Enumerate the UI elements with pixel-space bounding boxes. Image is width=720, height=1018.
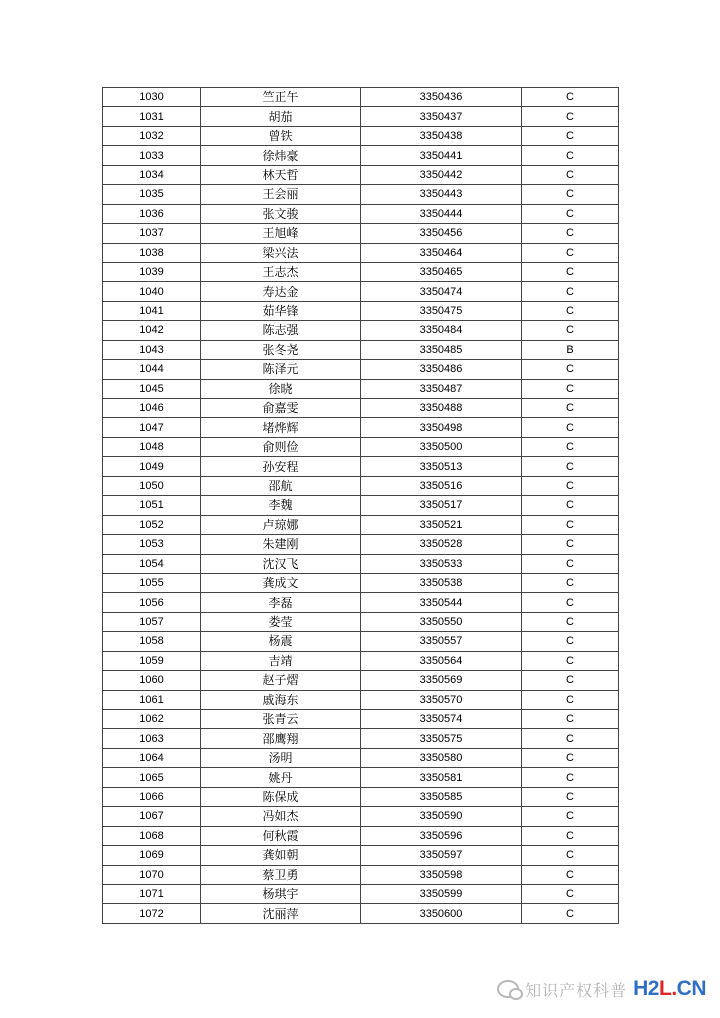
person-name: 胡茄 <box>201 107 361 126</box>
member-code: 3350444 <box>361 204 522 223</box>
grade: C <box>522 651 619 670</box>
row-number: 1042 <box>103 321 201 340</box>
row-number: 1044 <box>103 360 201 379</box>
table-row <box>103 282 619 301</box>
person-name: 卢琼娜 <box>201 515 361 534</box>
table-row <box>103 710 619 729</box>
grade: C <box>522 204 619 223</box>
table-row <box>103 165 619 184</box>
grade: C <box>522 185 619 204</box>
grade: C <box>522 224 619 243</box>
member-code: 3350590 <box>361 807 522 826</box>
grade: C <box>522 865 619 884</box>
grade: C <box>522 418 619 437</box>
row-number: 1037 <box>103 224 201 243</box>
member-code: 3350598 <box>361 865 522 884</box>
member-code: 3350575 <box>361 729 522 748</box>
person-name: 徐晓 <box>201 379 361 398</box>
grade: C <box>522 88 619 107</box>
grade: C <box>522 282 619 301</box>
member-code: 3350599 <box>361 884 522 903</box>
watermark <box>497 974 706 1004</box>
person-name: 龚成文 <box>201 573 361 592</box>
person-name: 张冬尧 <box>201 340 361 359</box>
member-code: 3350517 <box>361 496 522 515</box>
grade: C <box>522 710 619 729</box>
person-name: 吉靖 <box>201 651 361 670</box>
row-number: 1057 <box>103 612 201 631</box>
table-row <box>103 729 619 748</box>
table-row <box>103 846 619 865</box>
grade: C <box>522 554 619 573</box>
member-code: 3350500 <box>361 437 522 456</box>
member-code: 3350513 <box>361 457 522 476</box>
person-name: 戚海东 <box>201 690 361 709</box>
member-code: 3350569 <box>361 671 522 690</box>
table-row <box>103 262 619 281</box>
row-number: 1053 <box>103 535 201 554</box>
person-name: 张文骏 <box>201 204 361 223</box>
grade: C <box>522 107 619 126</box>
row-number: 1036 <box>103 204 201 223</box>
person-name: 堵烨辉 <box>201 418 361 437</box>
member-table-body <box>103 88 619 924</box>
table-row <box>103 88 619 107</box>
row-number: 1046 <box>103 399 201 418</box>
table-row <box>103 904 619 923</box>
member-code: 3350456 <box>361 224 522 243</box>
table-row <box>103 884 619 903</box>
table-row <box>103 321 619 340</box>
person-name: 曾铁 <box>201 126 361 145</box>
person-name: 陈泽元 <box>201 360 361 379</box>
person-name: 李魏 <box>201 496 361 515</box>
table-row <box>103 496 619 515</box>
table-row <box>103 340 619 359</box>
member-code: 3350465 <box>361 262 522 281</box>
person-name: 竺正午 <box>201 88 361 107</box>
table-row <box>103 457 619 476</box>
person-name: 娄莹 <box>201 612 361 631</box>
logo-h2: H2 <box>633 977 659 1000</box>
row-number: 1066 <box>103 787 201 806</box>
person-name: 蔡卫勇 <box>201 865 361 884</box>
member-code: 3350528 <box>361 535 522 554</box>
grade: C <box>522 165 619 184</box>
grade: C <box>522 826 619 845</box>
row-number: 1041 <box>103 301 201 320</box>
row-number: 1040 <box>103 282 201 301</box>
row-number: 1072 <box>103 904 201 923</box>
row-number: 1052 <box>103 515 201 534</box>
person-name: 汤明 <box>201 748 361 767</box>
person-name: 杨震 <box>201 632 361 651</box>
table-row <box>103 146 619 165</box>
grade: B <box>522 340 619 359</box>
table-row <box>103 671 619 690</box>
table-row <box>103 204 619 223</box>
table-row <box>103 437 619 456</box>
grade: C <box>522 904 619 923</box>
grade: C <box>522 379 619 398</box>
person-name: 冯如杰 <box>201 807 361 826</box>
table-row <box>103 826 619 845</box>
row-number: 1032 <box>103 126 201 145</box>
row-number: 1063 <box>103 729 201 748</box>
table-row <box>103 535 619 554</box>
grade: C <box>522 884 619 903</box>
row-number: 1068 <box>103 826 201 845</box>
member-code: 3350538 <box>361 573 522 592</box>
member-code: 3350441 <box>361 146 522 165</box>
grade: C <box>522 126 619 145</box>
person-name: 沈丽萍 <box>201 904 361 923</box>
person-name: 俞则俭 <box>201 437 361 456</box>
person-name: 张青云 <box>201 710 361 729</box>
person-name: 王旭峰 <box>201 224 361 243</box>
member-code: 3350464 <box>361 243 522 262</box>
grade: C <box>522 787 619 806</box>
member-code: 3350564 <box>361 651 522 670</box>
person-name: 林天哲 <box>201 165 361 184</box>
row-number: 1070 <box>103 865 201 884</box>
table-row <box>103 185 619 204</box>
row-number: 1055 <box>103 573 201 592</box>
member-table <box>102 87 619 924</box>
row-number: 1039 <box>103 262 201 281</box>
person-name: 姚丹 <box>201 768 361 787</box>
member-code: 3350487 <box>361 379 522 398</box>
grade: C <box>522 496 619 515</box>
table-row <box>103 748 619 767</box>
person-name: 王志杰 <box>201 262 361 281</box>
person-name: 赵子熠 <box>201 671 361 690</box>
grade: C <box>522 243 619 262</box>
table-row <box>103 515 619 534</box>
person-name: 邵鹰翔 <box>201 729 361 748</box>
table-row <box>103 243 619 262</box>
person-name: 梁兴法 <box>201 243 361 262</box>
table-row <box>103 593 619 612</box>
grade: C <box>522 457 619 476</box>
grade: C <box>522 612 619 631</box>
row-number: 1038 <box>103 243 201 262</box>
grade: C <box>522 748 619 767</box>
member-code: 3350484 <box>361 321 522 340</box>
grade: C <box>522 729 619 748</box>
person-name: 朱建刚 <box>201 535 361 554</box>
member-code: 3350544 <box>361 593 522 612</box>
logo-cn: CN <box>676 977 706 1000</box>
row-number: 1033 <box>103 146 201 165</box>
grade: C <box>522 807 619 826</box>
member-code: 3350570 <box>361 690 522 709</box>
table-row <box>103 787 619 806</box>
person-name: 俞嘉雯 <box>201 399 361 418</box>
logo-dot: . <box>671 977 677 1000</box>
member-code: 3350516 <box>361 476 522 495</box>
person-name: 寿达金 <box>201 282 361 301</box>
row-number: 1051 <box>103 496 201 515</box>
person-name: 邵航 <box>201 476 361 495</box>
table-row <box>103 399 619 418</box>
person-name: 杨琪宇 <box>201 884 361 903</box>
row-number: 1031 <box>103 107 201 126</box>
row-number: 1058 <box>103 632 201 651</box>
row-number: 1067 <box>103 807 201 826</box>
member-code: 3350474 <box>361 282 522 301</box>
person-name: 茹华锋 <box>201 301 361 320</box>
grade: C <box>522 515 619 534</box>
member-code: 3350585 <box>361 787 522 806</box>
grade: C <box>522 768 619 787</box>
table-row <box>103 573 619 592</box>
person-name: 孙安程 <box>201 457 361 476</box>
person-name: 李磊 <box>201 593 361 612</box>
row-number: 1049 <box>103 457 201 476</box>
row-number: 1030 <box>103 88 201 107</box>
member-code: 3350436 <box>361 88 522 107</box>
grade: C <box>522 593 619 612</box>
member-code: 3350488 <box>361 399 522 418</box>
row-number: 1047 <box>103 418 201 437</box>
row-number: 1059 <box>103 651 201 670</box>
person-name: 王会丽 <box>201 185 361 204</box>
grade: C <box>522 399 619 418</box>
row-number: 1048 <box>103 437 201 456</box>
member-code: 3350550 <box>361 612 522 631</box>
member-code: 3350486 <box>361 360 522 379</box>
member-code: 3350442 <box>361 165 522 184</box>
row-number: 1050 <box>103 476 201 495</box>
member-code: 3350475 <box>361 301 522 320</box>
grade: C <box>522 690 619 709</box>
row-number: 1045 <box>103 379 201 398</box>
table-row <box>103 107 619 126</box>
table-row <box>103 379 619 398</box>
row-number: 1061 <box>103 690 201 709</box>
member-code: 3350596 <box>361 826 522 845</box>
grade: C <box>522 437 619 456</box>
table-row <box>103 632 619 651</box>
member-code: 3350438 <box>361 126 522 145</box>
row-number: 1064 <box>103 748 201 767</box>
person-name: 陈保成 <box>201 787 361 806</box>
grade: C <box>522 321 619 340</box>
row-number: 1060 <box>103 671 201 690</box>
table-row <box>103 360 619 379</box>
person-name: 沈汉飞 <box>201 554 361 573</box>
table-row <box>103 807 619 826</box>
grade: C <box>522 262 619 281</box>
table-row <box>103 768 619 787</box>
grade: C <box>522 476 619 495</box>
row-number: 1071 <box>103 884 201 903</box>
row-number: 1034 <box>103 165 201 184</box>
person-name: 龚如朝 <box>201 846 361 865</box>
grade: C <box>522 632 619 651</box>
member-code: 3350485 <box>361 340 522 359</box>
grade: C <box>522 301 619 320</box>
row-number: 1065 <box>103 768 201 787</box>
logo-l: L <box>658 977 672 1000</box>
grade: C <box>522 846 619 865</box>
member-code: 3350557 <box>361 632 522 651</box>
wechat-icon <box>497 980 519 998</box>
table-row <box>103 126 619 145</box>
table-row <box>103 612 619 631</box>
grade: C <box>522 671 619 690</box>
table-row <box>103 476 619 495</box>
person-name: 徐炜豪 <box>201 146 361 165</box>
site-logo <box>633 977 706 1001</box>
member-code: 3350437 <box>361 107 522 126</box>
row-number: 1062 <box>103 710 201 729</box>
row-number: 1054 <box>103 554 201 573</box>
table-row <box>103 554 619 573</box>
table-row <box>103 301 619 320</box>
member-code: 3350581 <box>361 768 522 787</box>
member-code: 3350533 <box>361 554 522 573</box>
grade: C <box>522 146 619 165</box>
row-number: 1069 <box>103 846 201 865</box>
grade: C <box>522 535 619 554</box>
table-row <box>103 224 619 243</box>
person-name: 何秋霞 <box>201 826 361 845</box>
member-code: 3350574 <box>361 710 522 729</box>
table-row <box>103 418 619 437</box>
person-name: 陈志强 <box>201 321 361 340</box>
member-code: 3350580 <box>361 748 522 767</box>
grade: C <box>522 573 619 592</box>
member-code: 3350600 <box>361 904 522 923</box>
table-row <box>103 865 619 884</box>
row-number: 1043 <box>103 340 201 359</box>
member-code: 3350597 <box>361 846 522 865</box>
row-number: 1035 <box>103 185 201 204</box>
table-row <box>103 690 619 709</box>
member-code: 3350443 <box>361 185 522 204</box>
grade: C <box>522 360 619 379</box>
row-number: 1056 <box>103 593 201 612</box>
member-code: 3350498 <box>361 418 522 437</box>
watermark-text: 知识产权科普 <box>525 980 628 1000</box>
table-row <box>103 651 619 670</box>
member-code: 3350521 <box>361 515 522 534</box>
